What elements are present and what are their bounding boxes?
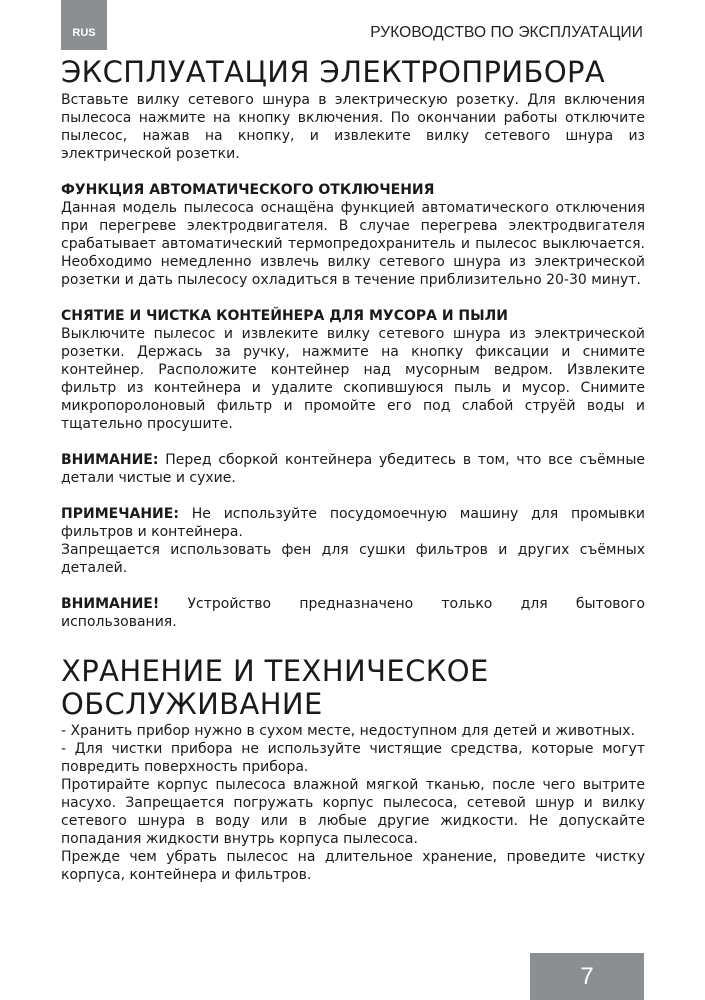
note-text: Не используйте посудомоечную машину для промывки фильтров и контейнера. xyxy=(61,506,645,541)
storage-title-line2: ОБСЛУЖИВАНИЕ xyxy=(61,686,323,721)
section-title-storage xyxy=(61,655,645,720)
auto-off-heading: ФУНКЦИЯ АВТОМАТИЧЕСКОГО ОТКЛЮЧЕНИЯ xyxy=(61,182,435,199)
warning-label: ВНИМАНИЕ: xyxy=(61,452,159,469)
auto-off-text: Данная модель пылесоса оснащёна функцией автоматического отключения при перегреве электродвигателя. В случае перегрева электродвигателя срабатывает автоматический термопредохранитель и пылесос выключается. Необходимо немедленно извлечь вилку сетевого шнура из электрической розетки и дать пылесосу охладиться в течение приблизительно 20-30 минут. xyxy=(61,200,645,289)
storage-bullet-2: - Для чистки прибора не используйте чистящие средства, которые могут повредить поверхность прибора. xyxy=(61,741,645,776)
page-number-tab xyxy=(530,953,644,1000)
manual-header-title: РУКОВОДСТВО ПО ЭКСПЛУАТАЦИИ xyxy=(370,24,643,41)
note-extra: Запрещается использовать фен для сушки фильтров и других съёмных деталей. xyxy=(61,542,645,577)
page-number: 7 xyxy=(580,962,594,990)
storage-paragraph-2: Прежде чем убрать пылесос на длительное хранение, проведите чистку корпуса, контейнера и фильтров. xyxy=(61,849,645,884)
container-heading: СНЯТИЕ И ЧИСТКА КОНТЕЙНЕРА ДЛЯ МУСОРА И ПЫЛИ xyxy=(61,308,508,325)
warning-text: Устройство предназначено только для бытового использования. xyxy=(61,596,645,631)
language-label: RUS xyxy=(72,27,96,39)
operation-intro: Вставьте вилку сетевого шнура в электрическую розетку. Для включения пылесоса нажмите на кнопку включения. По окончании работы отключите пылесос, нажав на кнопку, и извлеките вилку сетевого шнура из электрической розетки. xyxy=(61,92,645,163)
section-title-operation: ЭКСПЛУАТАЦИЯ ЭЛЕКТРОПРИБОРА xyxy=(61,55,606,89)
warning-label: ВНИМАНИЕ! xyxy=(61,596,160,613)
warning-household xyxy=(61,595,645,631)
storage-title-line1: ХРАНЕНИЕ И ТЕХНИЧЕСКОЕ xyxy=(61,654,489,689)
page-content xyxy=(61,56,645,884)
note-label: ПРИМЕЧАНИЕ: xyxy=(61,506,179,523)
warning-assembly xyxy=(61,451,645,487)
language-tab xyxy=(61,0,107,50)
container-text: Выключите пылесос и извлеките вилку сетевого шнура из электрической розетки. Держась за ручку, нажмите на кнопку фиксации и снимите контейнер. Расположите контейнер над мусорным ведром. Извлеките фильтр из контейнера и удалите скопившуюся пыль и мусор. Снимите микропоролоновый фильтр и промойте его под слабой струёй воды и тщательно просушите. xyxy=(61,326,645,433)
storage-bullet-1: - Хранить прибор нужно в сухом месте, недоступном для детей и животных. xyxy=(61,723,635,740)
storage-paragraph-1: Протирайте корпус пылесоса влажной мягкой тканью, после чего вытрите насухо. Запрещается погружать корпус пылесоса, сетевой шнур и вилку сетевого шнура в воду или в любые другие жидкости. Не допускайте попадания жидкости внутрь корпуса пылесоса. xyxy=(61,777,645,848)
note-paragraph xyxy=(61,505,645,541)
warning-text: Перед сборкой контейнера убедитесь в том, что все съёмные детали чистые и сухие. xyxy=(61,452,645,487)
